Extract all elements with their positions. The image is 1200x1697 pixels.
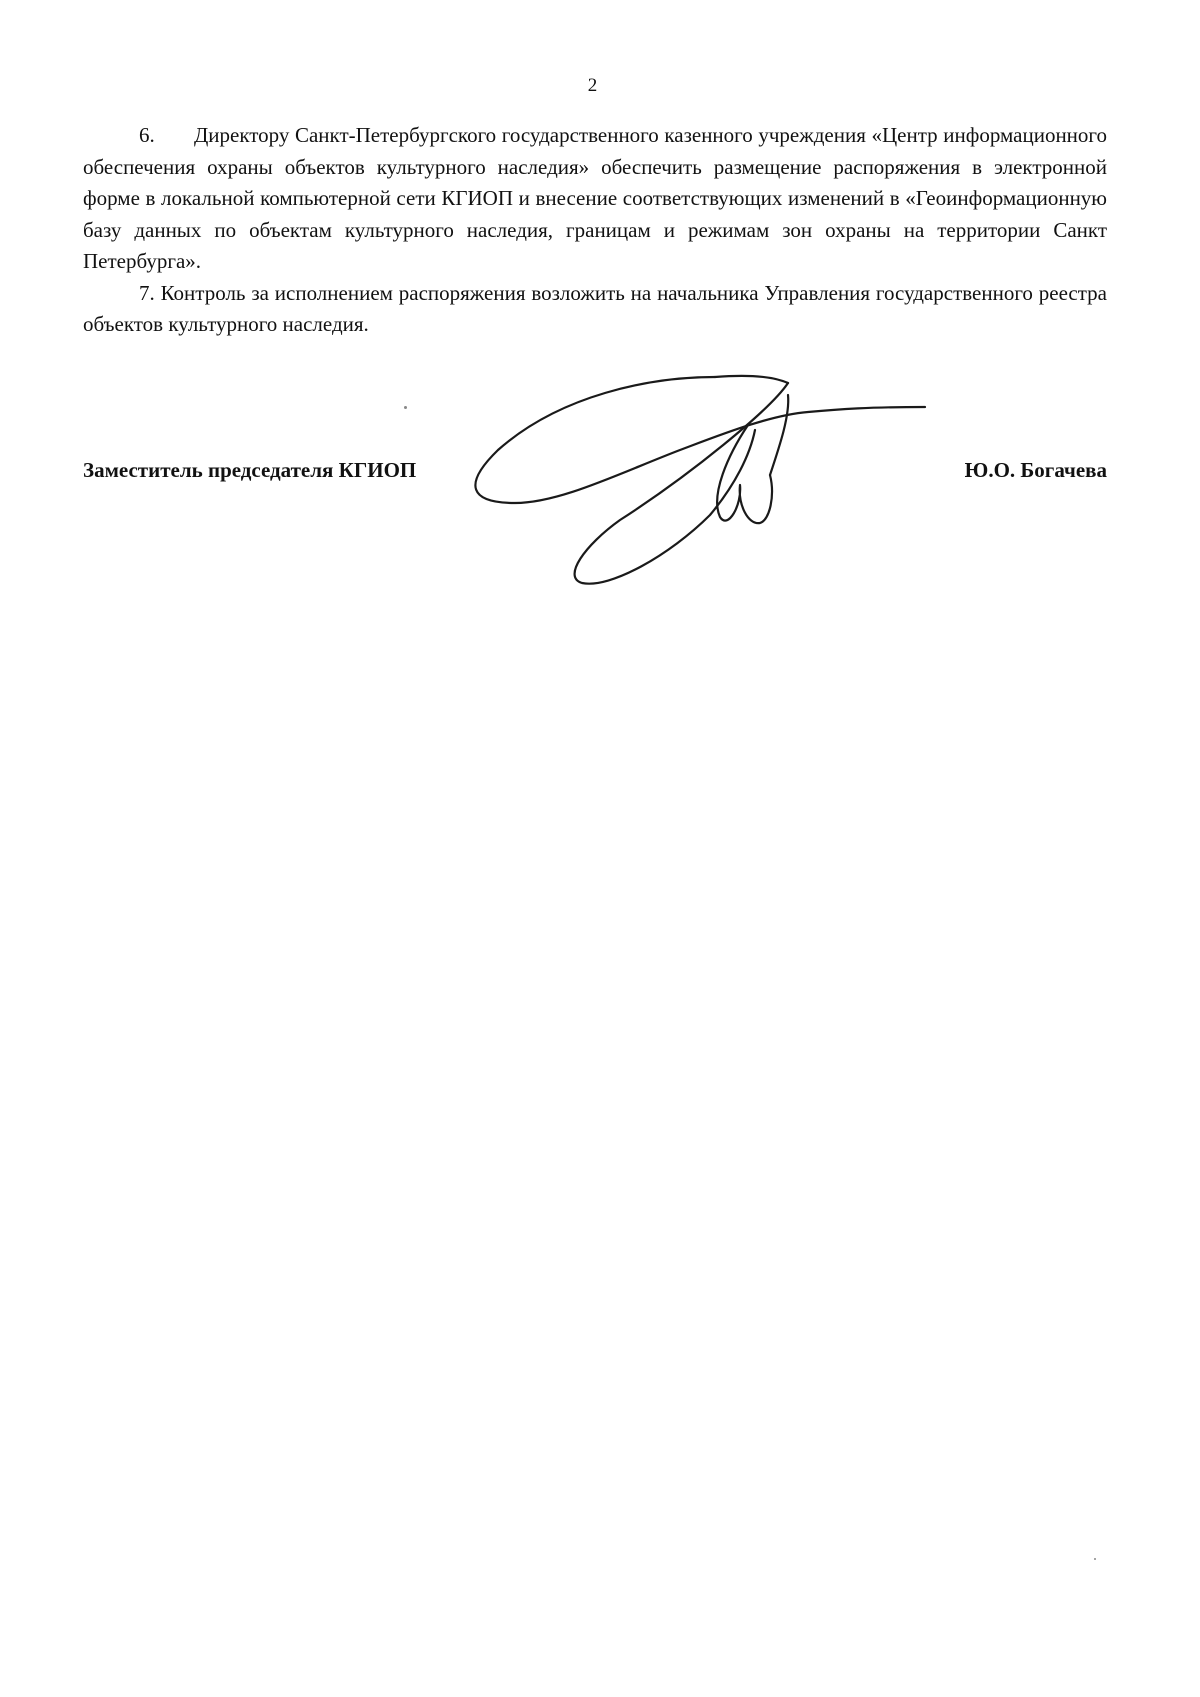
document-body — [83, 120, 1107, 341]
paragraph-6 — [83, 120, 1107, 278]
handwritten-signature — [470, 355, 950, 590]
signatory-position: Заместитель председателя КГИОП — [83, 458, 417, 482]
paragraph-6-number: 6. — [139, 123, 155, 147]
signatory-name: Ю.О. Богачева — [964, 458, 1107, 482]
scan-speck — [404, 406, 407, 409]
paragraph-7-text: Контроль за исполнением распоряжения возложить на начальника Управления государственного реестра объектов культурного наследия. — [83, 280, 1108, 336]
paragraph-7-number: 7. — [139, 280, 155, 305]
scan-speck — [1094, 1558, 1096, 1560]
paragraph-6-text: Директору Санкт-Петербургского государственного казенного учреждения «Центр информационного обеспечения охраны объектов культурного наследия» обеспечить размещение распоряжения в электронной форме в локальной компьютерной сети КГИОП и внесение соответствующих изменений в «Геоинформационную базу данных по объектам культурного наследия, границам и режимам зон охраны на территории Санкт Петербурга». — [83, 123, 1108, 273]
paragraph-7 — [83, 278, 1107, 341]
page-number: 2 — [587, 75, 598, 96]
